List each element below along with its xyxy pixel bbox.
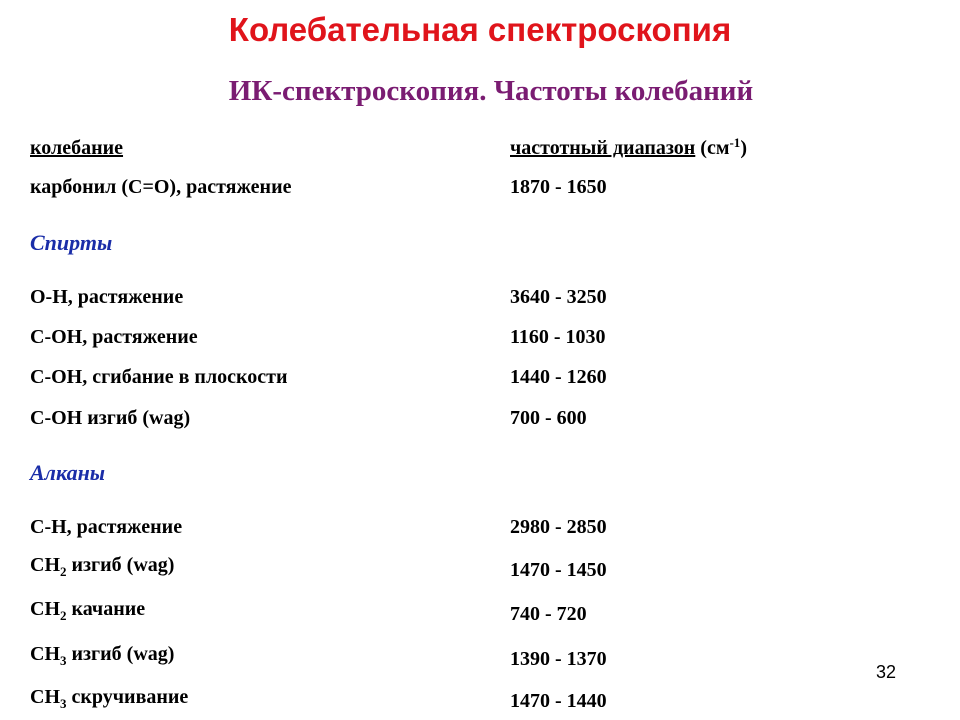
header-unit-open: (см (695, 137, 730, 159)
row-label: C-OH, сгибание в плоскости (30, 366, 288, 388)
formula-base: CH (30, 686, 60, 708)
section-heading-alcohols: Спирты (30, 230, 113, 255)
row-label-rest: качание (66, 598, 146, 620)
table-row (0, 684, 960, 710)
row-label (30, 684, 188, 710)
row-range: 740 - 720 (510, 603, 587, 625)
page-number: 32 (876, 662, 897, 682)
row-range: 3640 - 3250 (510, 286, 607, 308)
table-row (0, 364, 960, 390)
table-row (0, 596, 960, 625)
row-range: 1870 - 1650 (510, 176, 607, 198)
row-range: 700 - 600 (510, 407, 587, 429)
table-row (0, 552, 960, 581)
slide-subtitle: ИК-спектроскопия. Частоты колебаний (228, 75, 754, 107)
table-row (0, 174, 960, 200)
row-range: 2980 - 2850 (510, 516, 607, 538)
row-range: 1440 - 1260 (510, 366, 607, 388)
header-vibration: колебание (30, 137, 124, 159)
table-header (0, 135, 960, 161)
row-range: 1390 - 1370 (510, 648, 607, 670)
row-range: 1160 - 1030 (510, 326, 606, 348)
row-label: C-OH изгиб (wag) (30, 407, 191, 429)
formula-base: CH (30, 554, 60, 576)
formula-base: CH (30, 643, 60, 665)
formula-subscript: 2 (60, 608, 67, 623)
row-label: O-H, растяжение (30, 286, 184, 308)
table-row (0, 284, 960, 310)
header-unit-sup: -1 (729, 135, 741, 150)
row-label: C-H, растяжение (30, 516, 183, 538)
section-heading-alkanes: Алканы (30, 460, 106, 485)
formula-subscript: 3 (60, 653, 67, 668)
row-range: 1470 - 1440 (510, 690, 607, 712)
formula-subscript: 3 (60, 696, 67, 711)
header-frequency-range (510, 135, 747, 161)
row-label: C-OH, растяжение (30, 326, 198, 348)
table-row (0, 641, 960, 670)
slide-title: Колебательная спектроскопия (228, 11, 732, 48)
row-label (30, 641, 174, 667)
row-label (30, 596, 145, 622)
row-label-rest: скручивание (66, 686, 189, 708)
header-unit-close: ) (740, 137, 747, 159)
row-label (30, 552, 174, 578)
formula-base: CH (30, 598, 60, 620)
table-row (0, 324, 960, 350)
header-frequency-label: частотный диапазон (510, 137, 696, 159)
row-label-rest: изгиб (wag) (66, 643, 175, 665)
row-label-rest: изгиб (wag) (66, 554, 175, 576)
table-row (0, 405, 960, 431)
row-range: 1470 - 1450 (510, 559, 607, 581)
formula-subscript: 2 (60, 564, 67, 579)
table-row (0, 514, 960, 540)
row-label: карбонил (C=O), растяжение (30, 176, 292, 198)
